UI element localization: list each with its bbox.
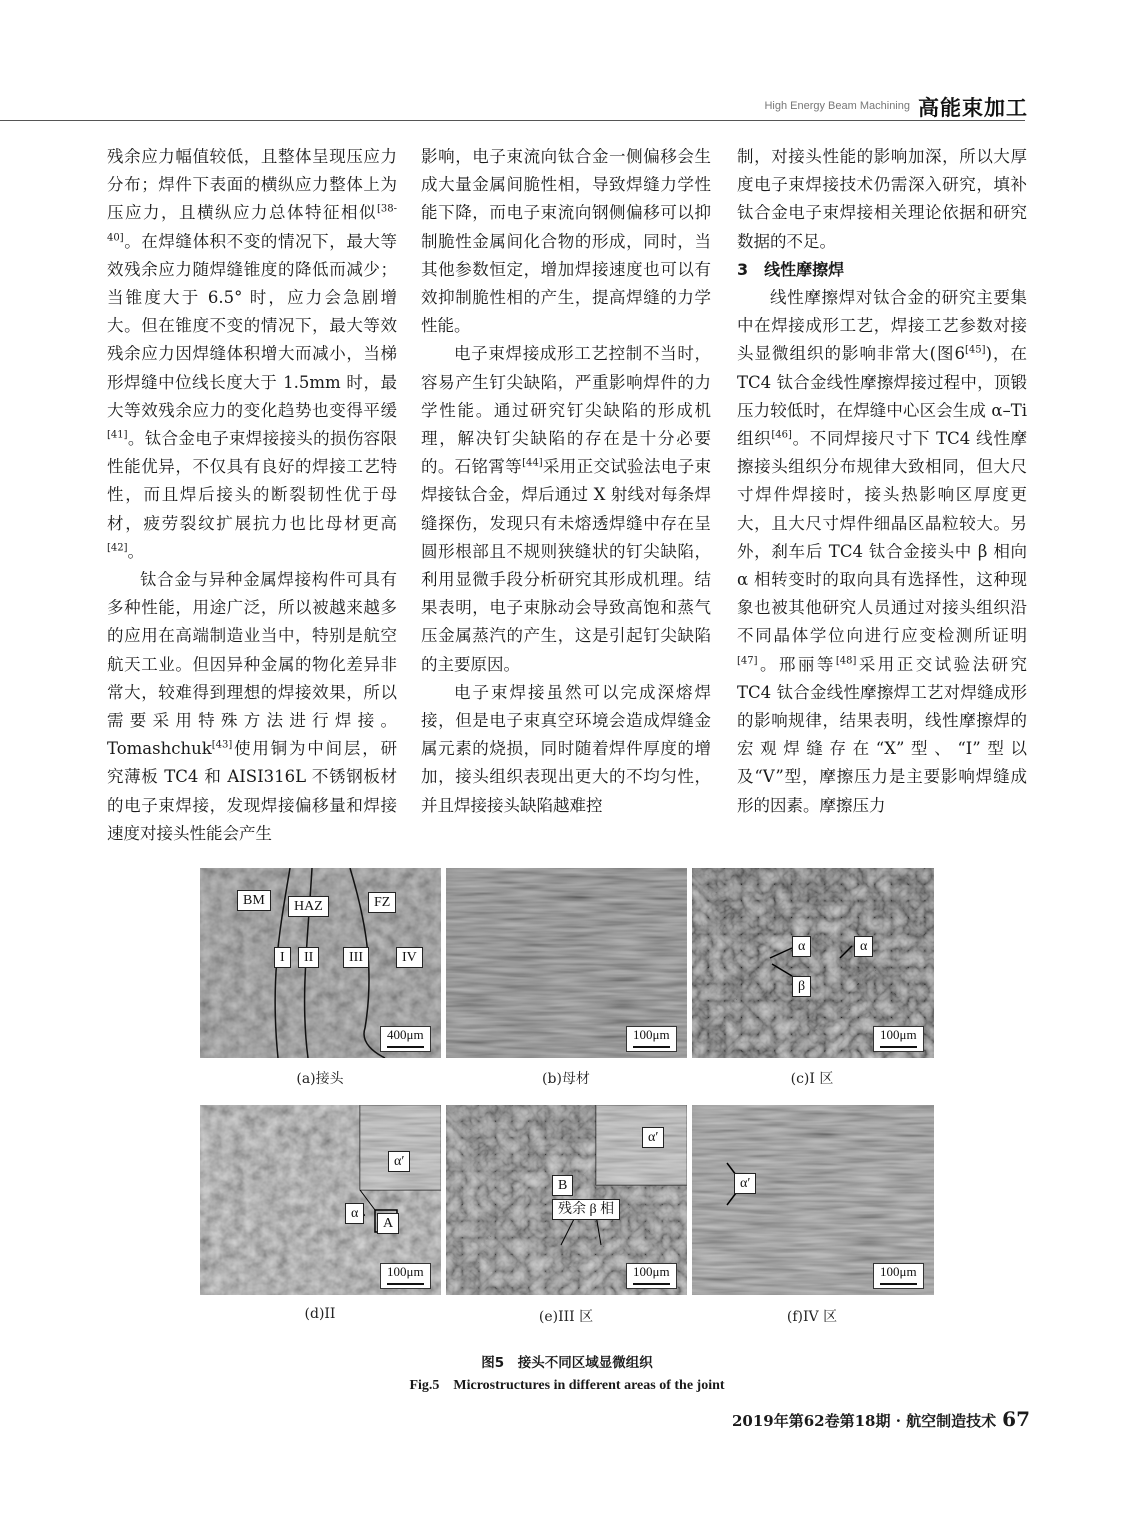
- label-residual-beta: 残余 β 相: [552, 1199, 620, 1220]
- label-fz: FZ: [368, 892, 396, 913]
- scale-bar: 100μm: [380, 1263, 431, 1289]
- text-column-1: [107, 143, 397, 848]
- figure-caption-en: Fig.5 Microstructures in different areas of the joint: [409, 1378, 725, 1393]
- paragraph: 线性摩擦焊对钛合金的研究主要集中在焊接成形工艺，焊接工艺参数对接头显微组织的影响非常大(图6[45])，在 TC4 钛合金线性摩擦焊接过程中，顶锻压力较低时，在焊缝中心区会生成 α–Ti 组织[46]。不同焊接尺寸下 TC4 线性摩擦接头组织分布规律大致相同，但大尺寸焊件焊接时，接头热影响区厚度更大，且大尺寸焊件细晶区晶粒较大。另外，刹车后 TC4 钛合金接头中 β 相向 α 相转变时的取向具有选择性，这种现象也被其他研究人员通过对接头组织沿不同晶体学位向进行应变检测所证明[47]。邢丽等[48]采用正交试验法研究 TC4 钛合金线性摩擦焊工艺对焊缝成形的影响规律，结果表明，线性摩擦焊的宏观焊缝存在“X”型、“I”型以及“V”型，摩擦压力是主要影响焊缝成形的因素。摩擦压力: [737, 288, 1028, 815]
- micrograph-f: [692, 1105, 934, 1295]
- micrograph-b: [446, 868, 687, 1058]
- paragraph: 影响，电子束流向钛合金一侧偏移会生成大量金属间脆性相，导致焊缝力学性能下降，而电子束流向钢侧偏移可以抑制脆性金属间化合物的形成，同时，当其他参数恒定，增加焊接速度也可以有效抑制脆性相的产生，提高焊缝的力学性能。: [421, 147, 711, 336]
- page-number: 67: [1002, 1407, 1030, 1431]
- label-alpha-prime: α′: [642, 1127, 664, 1148]
- micrograph-e: [446, 1105, 687, 1295]
- label-zone-iii: III: [343, 947, 369, 968]
- scale-bar: 100μm: [626, 1263, 677, 1289]
- paragraph: 电子束焊接成形工艺控制不当时，容易产生钉尖缺陷，严重影响焊件的力学性能。通过研究钉尖缺陷的形成机理，解决钉尖缺陷的存在是十分必要的。石铭霄等[44]采用正交试验法电子束焊接钛合金，焊后通过 X 射线对每条焊缝探伤，发现只有未熔透焊缝中存在呈圆形根部且不规则狭缝状的钉尖缺陷，利用显微手段分析研究其形成机理。结果表明，电子束脉动会导致高饱和蒸气压金属蒸汽的产生，这是引起钉尖缺陷的主要原因。: [421, 344, 712, 674]
- micrograph-d: [200, 1105, 441, 1295]
- label-alpha-prime: α′: [388, 1151, 410, 1172]
- journal-title-en: High Energy Beam Machining: [764, 100, 910, 112]
- panel-label-b: (b)母材: [542, 1071, 590, 1087]
- figure-caption-cn: 图5 接头不同区域显微组织: [481, 1355, 653, 1371]
- paragraph: 残余应力幅值较低，且整体呈现压应力分布；焊件下表面的横纵应力整体上为压应力，且横纵应力总体特征相似[38-40]。在焊缝体积不变的情况下，最大等效残余应力随焊缝锥度的降低而减少；当锥度大于 6.5° 时，应力会急剧增大。但在锥度不变的情况下，最大等效残余应力因焊缝体积增大而减小，当梯形焊缝中位线长度大于 1.5mm 时，最大等效残余应力的变化趋势也变得平缓[41]。钛合金电子束焊接接头的损伤容限性能优异，不仅具有良好的焊接工艺特性，而且焊后接头的断裂韧性优于母材，疲劳裂纹扩展抗力也比母材更高[42]。: [107, 147, 397, 561]
- header-rule: [0, 120, 1025, 121]
- panel-label-f: (f)IV 区: [786, 1309, 838, 1325]
- label-zone-ii: II: [298, 947, 319, 968]
- scale-bar: 100μm: [873, 1026, 924, 1052]
- paragraph: 钛合金与异种金属焊接构件可具有多种性能，用途广泛，所以被越来越多的应用在高端制造业当中，特别是航空航天工业。但因异种金属的物化差异非常大，较难得到理想的焊接效果，所以需要采用特殊方法进行焊接。Tomashchuk[43]使用铜为中间层，研究薄板 TC4 和 AISI316L 不锈钢板材的电子束焊接，发现焊接偏移量和焊接速度对接头性能会产生: [107, 570, 397, 843]
- issue-info: 2019年第62卷第18期 · 航空制造技术: [731, 1412, 997, 1430]
- panel-label-a: (a)接头: [296, 1071, 344, 1087]
- scale-bar: 100μm: [626, 1026, 677, 1052]
- section-heading: 3 线性摩擦焊: [737, 259, 845, 279]
- label-region-a: A: [377, 1213, 399, 1234]
- scale-bar: 400μm: [380, 1026, 431, 1052]
- label-beta: β: [792, 976, 811, 997]
- panel-label-d: (d)II: [304, 1306, 336, 1322]
- micrograph-c: [692, 868, 934, 1058]
- journal-title-cn: 高能束加工: [918, 96, 1028, 120]
- label-zone-iv: IV: [396, 947, 423, 968]
- label-alpha: α: [345, 1203, 364, 1224]
- label-alpha: α: [854, 936, 873, 957]
- paragraph: 制，对接头性能的影响加深，所以大厚度电子束焊接技术仍需深入研究，填补钛合金电子束焊接相关理论依据和研究数据的不足。: [737, 147, 1027, 251]
- panel-label-c: (c)I 区: [790, 1071, 834, 1087]
- scale-bar: 100μm: [873, 1263, 924, 1289]
- paragraph: 电子束焊接虽然可以完成深熔焊接，但是电子束真空环境会造成焊缝金属元素的烧损，同时随着焊件厚度的增加，接头组织表现出更大的不均匀性，并且焊接接头缺陷越难控: [421, 682, 711, 815]
- label-bm: BM: [237, 890, 271, 911]
- micrograph-a: [200, 868, 441, 1058]
- label-haz: HAZ: [288, 896, 329, 917]
- label-alpha-prime: α′: [734, 1173, 756, 1194]
- label-zone-i: I: [274, 947, 291, 968]
- page-footer: [700, 1407, 1030, 1431]
- label-alpha: α: [792, 936, 811, 957]
- label-region-b: B: [552, 1175, 573, 1196]
- panel-label-e: (e)III 区: [538, 1309, 594, 1325]
- text-column-3: [737, 143, 1027, 820]
- text-column-2: [421, 143, 711, 820]
